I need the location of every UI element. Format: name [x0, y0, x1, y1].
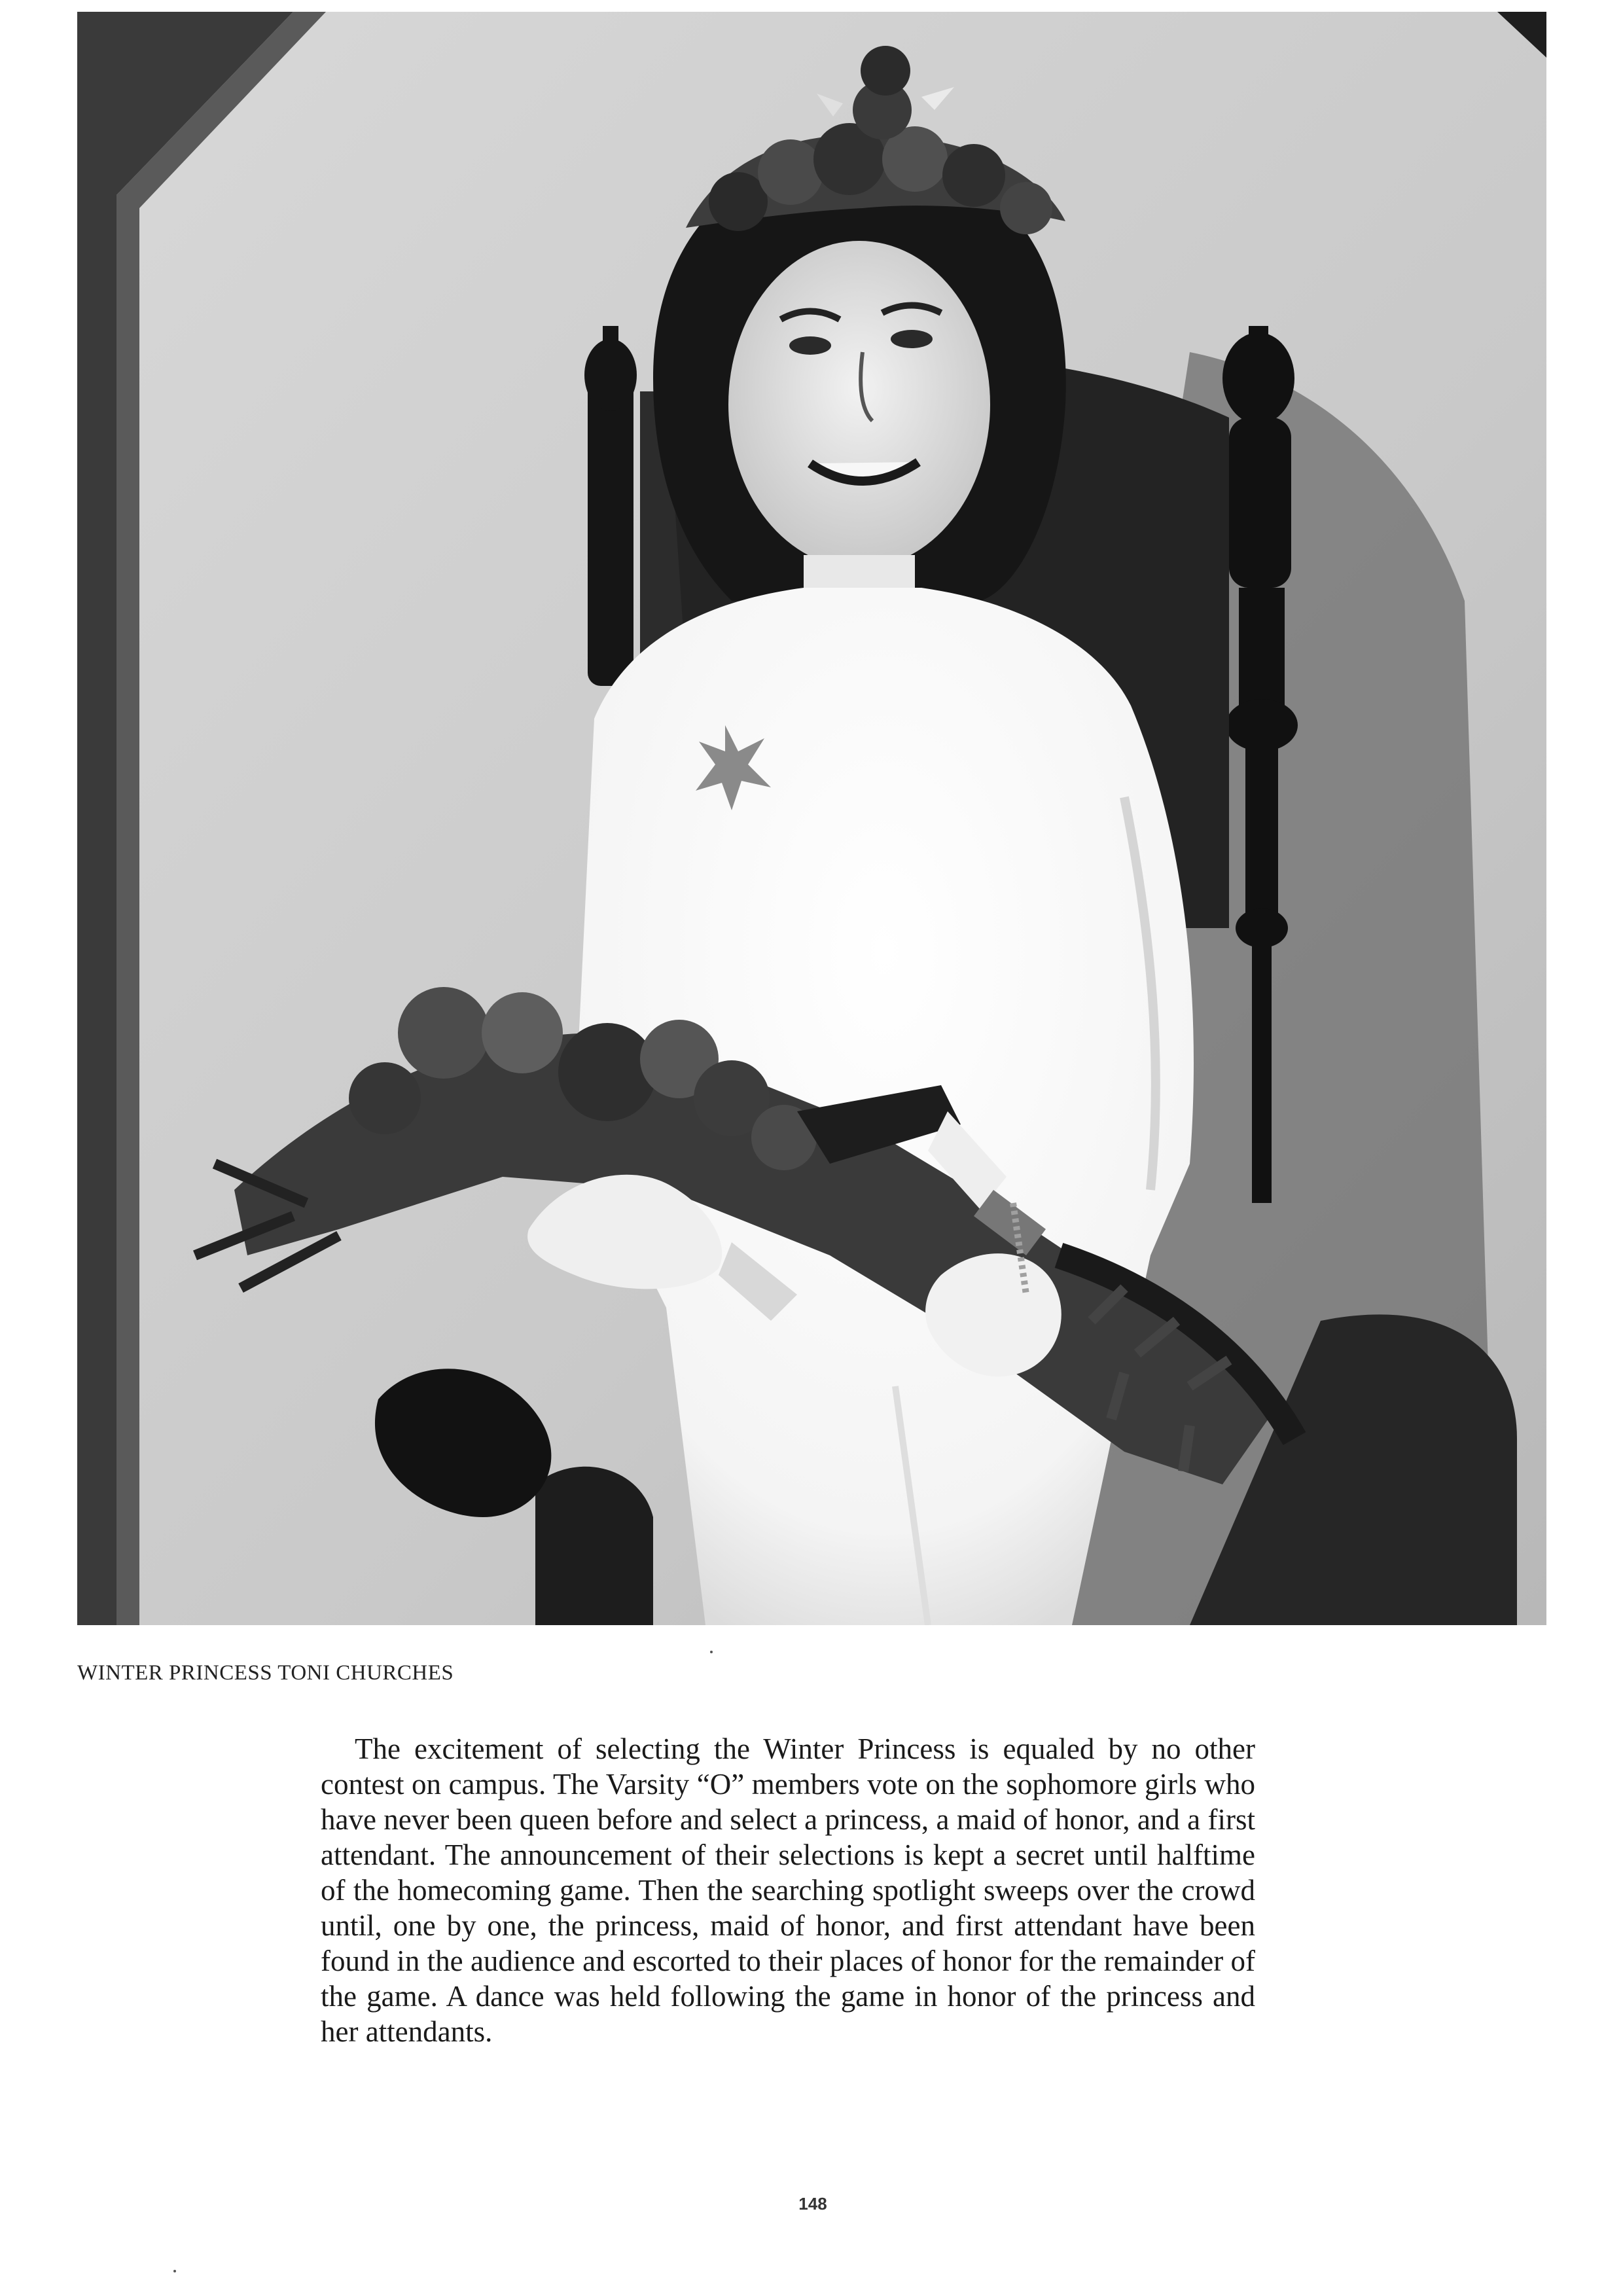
article-paragraph: The excitement of selecting the Winter Princess is equaled by no other contest on campus. The Varsity “O” members vote on the sophomore girls who have never been queen before and select a princess, a maid of honor, and a first attendant. The announcement of their selections is kept a secret until halftime of the homecoming game. Then the searching spotlight sweeps over the crowd until, one by one, the princess, maid of honor, and first attendant have been found in the audience and escorted to their places of honor for the remainder of the game. A dance was held following the game in honor of the princess and her attendants.	[321, 1732, 1255, 2048]
page-number: 148	[798, 2194, 827, 2214]
photo-caption: WINTER PRINCESS TONI CHURCHES	[77, 1661, 454, 1685]
scan-speck	[173, 2270, 176, 2272]
scan-speck	[710, 1651, 713, 1653]
princess-photo	[77, 12, 1546, 1625]
